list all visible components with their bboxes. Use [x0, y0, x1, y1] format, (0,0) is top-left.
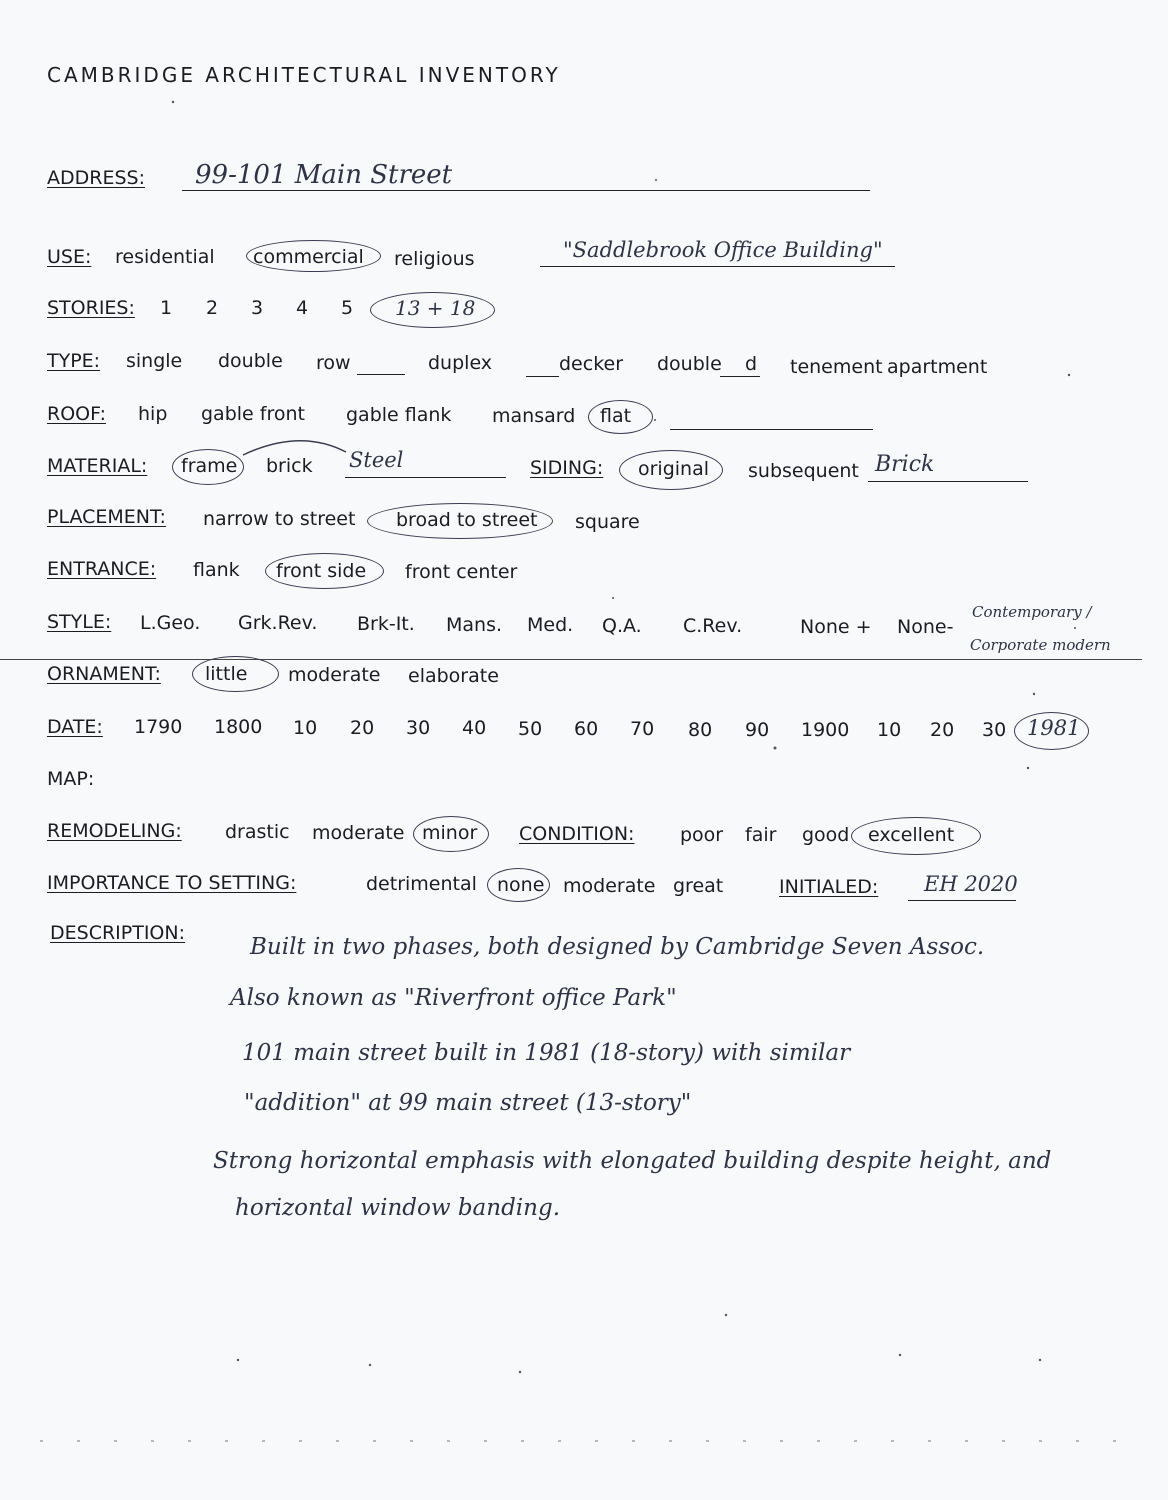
use-option-residential[interactable]: residential — [115, 246, 215, 268]
remodeling-option-moderate[interactable]: moderate — [312, 822, 405, 844]
placement-option-square[interactable]: square — [575, 511, 640, 533]
stories-value[interactable]: 13 + 18 — [395, 296, 476, 320]
type-double-decker-mark: d — [745, 353, 758, 375]
map-label: MAP: — [47, 768, 95, 790]
placement-option-broad[interactable]: broad to street — [396, 509, 538, 531]
style-option-brkit[interactable]: Brk-It. — [357, 613, 415, 635]
importance-option-great[interactable]: great — [673, 875, 724, 897]
stories-option-5[interactable]: 5 — [341, 297, 354, 319]
type-label: TYPE: — [47, 350, 101, 372]
description-line: Also known as "Riverfront office Park" — [230, 985, 677, 1011]
stories-option-2[interactable]: 2 — [206, 297, 219, 319]
importance-option-detrimental[interactable]: detrimental — [366, 873, 477, 895]
date-option[interactable]: 1800 — [214, 716, 263, 738]
ornament-option-little[interactable]: little — [205, 663, 248, 685]
style-option-med[interactable]: Med. — [527, 614, 574, 636]
description-line: Built in two phases, both designed by Cambridge Seven Assoc. — [250, 934, 985, 960]
placement-label: PLACEMENT: — [47, 506, 166, 528]
material-option-frame[interactable]: frame — [181, 455, 238, 477]
date-option[interactable]: 90 — [745, 719, 770, 741]
use-option-religious[interactable]: religious — [394, 248, 475, 270]
importance-option-moderate[interactable]: moderate — [563, 875, 656, 897]
initialed-label: INITIALED: — [779, 876, 879, 898]
condition-option-excellent[interactable]: excellent — [868, 824, 955, 846]
date-option[interactable]: 60 — [574, 718, 599, 740]
entrance-option-flank[interactable]: flank — [193, 559, 240, 581]
initialed-value[interactable]: EH 2020 — [924, 872, 1018, 896]
style-note-line1: Contemporary / — [972, 603, 1092, 621]
placement-option-narrow[interactable]: narrow to street — [203, 508, 356, 530]
remodeling-option-minor[interactable]: minor — [422, 822, 478, 844]
roof-option-hip[interactable]: hip — [138, 403, 168, 425]
description-line: 101 main street built in 1981 (18-story) with similar — [242, 1040, 851, 1066]
entrance-option-front-center[interactable]: front center — [405, 561, 518, 583]
building-name[interactable]: "Saddlebrook Office Building" — [563, 238, 883, 262]
material-option-brick[interactable]: brick — [266, 455, 313, 477]
date-option[interactable]: 20 — [350, 717, 375, 739]
stories-option-1[interactable]: 1 — [160, 297, 173, 319]
ornament-option-moderate[interactable]: moderate — [288, 664, 381, 686]
type-option-single[interactable]: single — [126, 350, 183, 372]
description-line: horizontal window banding. — [235, 1195, 561, 1221]
stories-label: STORIES: — [47, 297, 135, 319]
importance-label: IMPORTANCE TO SETTING: — [47, 872, 297, 894]
date-option[interactable]: 50 — [518, 718, 543, 740]
material-label: MATERIAL: — [47, 455, 148, 477]
date-option[interactable]: 1790 — [134, 716, 183, 738]
use-label: USE: — [47, 246, 92, 268]
date-option[interactable]: 10 — [877, 719, 902, 741]
siding-label: SIDING: — [530, 457, 604, 479]
description-line: Strong horizontal emphasis with elongated building despite height, and — [213, 1148, 1052, 1174]
remodeling-label: REMODELING: — [47, 820, 182, 842]
address-label: ADDRESS: — [47, 167, 145, 189]
remodeling-option-drastic[interactable]: drastic — [225, 821, 290, 843]
style-label: STYLE: — [47, 611, 112, 633]
siding-option-subsequent[interactable]: subsequent — [748, 460, 859, 482]
date-option[interactable]: 1900 — [801, 719, 850, 741]
condition-option-fair[interactable]: fair — [745, 824, 777, 846]
condition-option-good[interactable]: good — [802, 824, 850, 846]
type-option-row[interactable]: row — [316, 352, 351, 374]
style-option-lgeo[interactable]: L.Geo. — [140, 612, 201, 634]
roof-option-gable-flank[interactable]: gable flank — [346, 404, 452, 426]
siding-option-original[interactable]: original — [638, 458, 710, 480]
date-option[interactable]: 40 — [462, 717, 487, 739]
date-option[interactable]: 20 — [930, 719, 955, 741]
importance-option-none[interactable]: none — [497, 874, 545, 896]
roof-option-flat[interactable]: flat — [600, 405, 632, 427]
date-option[interactable]: 30 — [406, 717, 431, 739]
ornament-option-elaborate[interactable]: elaborate — [408, 665, 499, 687]
style-option-mans[interactable]: Mans. — [446, 614, 503, 636]
style-option-none-minus[interactable]: None- — [897, 616, 954, 638]
type-option-double[interactable]: double — [218, 350, 283, 372]
material-value[interactable]: Steel — [349, 448, 404, 472]
description-line: "addition" at 99 main street (13-story" — [244, 1090, 692, 1116]
address-value[interactable]: 99-101 Main Street — [195, 160, 453, 190]
type-option-apartment[interactable]: apartment — [887, 356, 988, 378]
style-note-line2: Corporate modern — [970, 636, 1111, 654]
date-option[interactable]: 70 — [630, 718, 655, 740]
type-option-duplex[interactable]: duplex — [428, 352, 493, 374]
description-label: DESCRIPTION: — [50, 922, 186, 944]
use-option-commercial[interactable]: commercial — [253, 246, 364, 268]
entrance-option-front-side[interactable]: front side — [276, 560, 367, 582]
type-option-tenement[interactable]: tenement — [790, 356, 883, 378]
style-option-crev[interactable]: C.Rev. — [683, 615, 743, 637]
date-value[interactable]: 1981 — [1027, 716, 1081, 740]
style-option-grkrev[interactable]: Grk.Rev. — [238, 612, 318, 634]
condition-option-poor[interactable]: poor — [680, 824, 724, 846]
date-label: DATE: — [47, 716, 103, 738]
style-option-none-plus[interactable]: None + — [800, 616, 872, 638]
entrance-label: ENTRANCE: — [47, 558, 157, 580]
date-option[interactable]: 10 — [293, 717, 318, 739]
stories-option-4[interactable]: 4 — [296, 297, 309, 319]
type-option-decker[interactable]: decker — [559, 353, 624, 375]
stories-option-3[interactable]: 3 — [251, 297, 264, 319]
roof-label: ROOF: — [47, 403, 106, 425]
condition-label: CONDITION: — [519, 823, 635, 845]
ornament-label: ORNAMENT: — [47, 663, 161, 685]
roof-option-gable-front[interactable]: gable front — [201, 403, 305, 425]
style-option-qa[interactable]: Q.A. — [602, 615, 642, 637]
form-title: CAMBRIDGE ARCHITECTURAL INVENTORY — [47, 63, 561, 87]
roof-option-mansard[interactable]: mansard — [492, 405, 576, 427]
type-option-double-decker[interactable]: double — [657, 353, 722, 375]
date-option[interactable]: 30 — [982, 719, 1007, 741]
siding-value[interactable]: Brick — [875, 452, 935, 477]
date-option[interactable]: 80 — [688, 719, 713, 741]
